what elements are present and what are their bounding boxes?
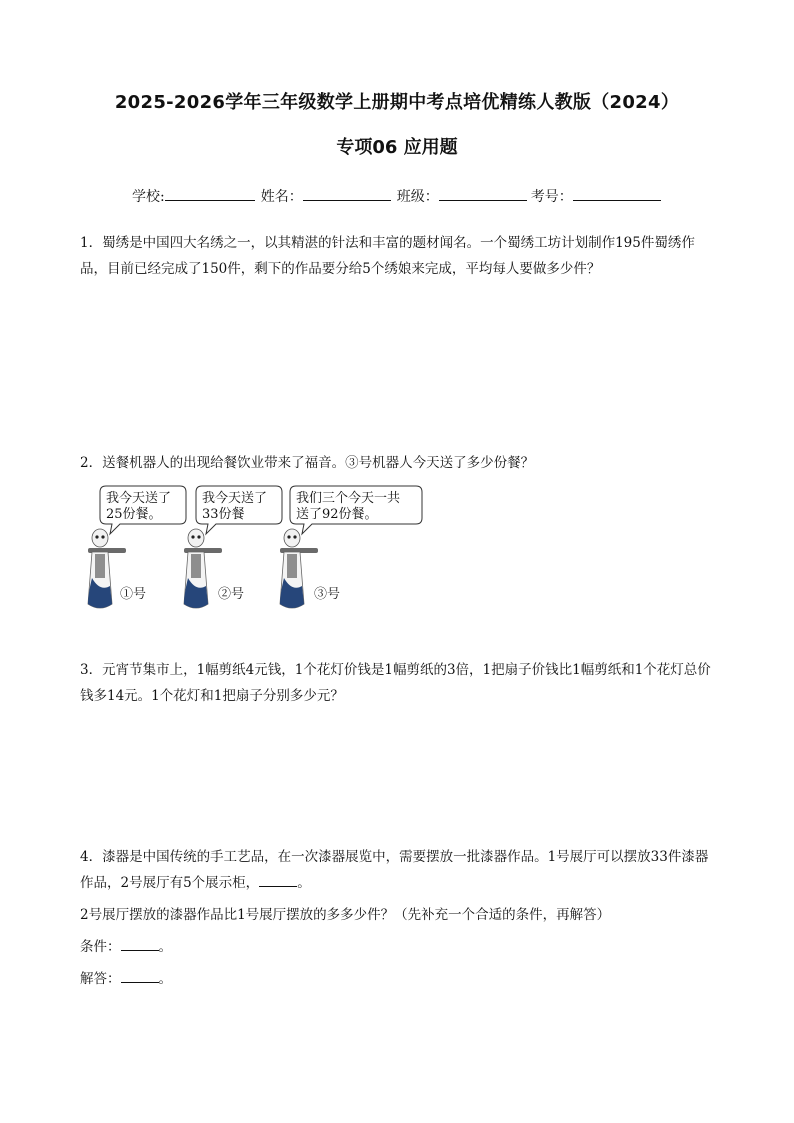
speech-bubble-1 bbox=[100, 486, 186, 534]
page-title: 2025-2026学年三年级数学上册期中考点培优精练人教版（2024） bbox=[114, 92, 680, 113]
speech-bubble-2 bbox=[196, 486, 282, 534]
page-subtitle: 专项06 应用题 bbox=[336, 137, 458, 158]
question-2 bbox=[80, 450, 720, 476]
robot-illustration bbox=[76, 482, 436, 612]
question-4-paragraph bbox=[80, 844, 720, 896]
exam-no-label: 考号： bbox=[530, 189, 573, 205]
question-4 bbox=[80, 844, 720, 992]
question-3 bbox=[80, 657, 720, 709]
robot-2-label: ②号 bbox=[218, 587, 245, 602]
question-2-text: 2．送餐机器人的出现给餐饮业带来了福音。③号机器人今天送了多少份餐？ bbox=[80, 455, 535, 471]
robot-3-icon bbox=[280, 529, 318, 608]
question-1-text: 1．蜀绣是中国四大名绣之一，以其精湛的针法和丰富的题材闻名。一个蜀绣工坊计划制作195件蜀绣作品，目前已经完成了150件，剩下的作品要分给5个绣娘来完成，平均每人要做多少件？ bbox=[80, 235, 695, 277]
answer-end: 。 bbox=[158, 971, 172, 987]
bubble-3-line2: 送了92份餐。 bbox=[296, 507, 378, 522]
answer-label: 解答： bbox=[80, 971, 121, 987]
name-blank[interactable] bbox=[303, 186, 391, 201]
answer-line bbox=[80, 966, 720, 992]
school-blank[interactable] bbox=[165, 186, 255, 201]
question-1 bbox=[80, 230, 720, 282]
class-label: 班级： bbox=[396, 189, 439, 205]
condition-blank[interactable] bbox=[121, 936, 159, 951]
question-4-text: 4．漆器是中国传统的手工艺品，在一次漆器展览中，需要摆放一批漆器作品。1号展厅可以摆放33件漆器作品，2号展厅有5个展示柜， bbox=[80, 849, 709, 891]
robot-3-label: ③号 bbox=[314, 587, 341, 602]
bubble-2-line2: 33份餐 bbox=[202, 507, 245, 522]
bubble-3-line1: 我们三个今天一共 bbox=[296, 491, 401, 506]
question-4-text-end: 。 bbox=[297, 875, 311, 891]
student-info-row bbox=[132, 186, 661, 206]
school-label: 学校: bbox=[132, 189, 165, 205]
question-3-text: 3．元宵节集市上，1幅剪纸4元钱，1个花灯价钱是1幅剪纸的3倍，1把扇子价钱比1幅剪纸和1个花灯总价钱多14元。1个花灯和1把扇子分别多少元？ bbox=[80, 662, 711, 704]
name-label: 姓名： bbox=[260, 189, 303, 205]
exam-no-blank[interactable] bbox=[573, 186, 661, 201]
class-blank[interactable] bbox=[439, 186, 527, 201]
robot-2-icon bbox=[184, 529, 222, 608]
robot-1-label: ①号 bbox=[120, 587, 147, 602]
question-4-line2: 2号展厅摆放的漆器作品比1号展厅摆放的多多少件？（先补充一个合适的条件，再解答） bbox=[80, 907, 611, 923]
bubble-1-line1: 我今天送了 bbox=[106, 491, 172, 506]
speech-bubble-3 bbox=[290, 486, 422, 534]
condition-label: 条件： bbox=[80, 939, 121, 955]
condition-end: 。 bbox=[158, 939, 172, 955]
question-4-blank[interactable] bbox=[259, 872, 297, 887]
answer-blank[interactable] bbox=[121, 968, 159, 983]
condition-line bbox=[80, 934, 720, 960]
bubble-1-line2: 25份餐。 bbox=[106, 507, 162, 522]
bubble-2-line1: 我今天送了 bbox=[202, 491, 268, 506]
